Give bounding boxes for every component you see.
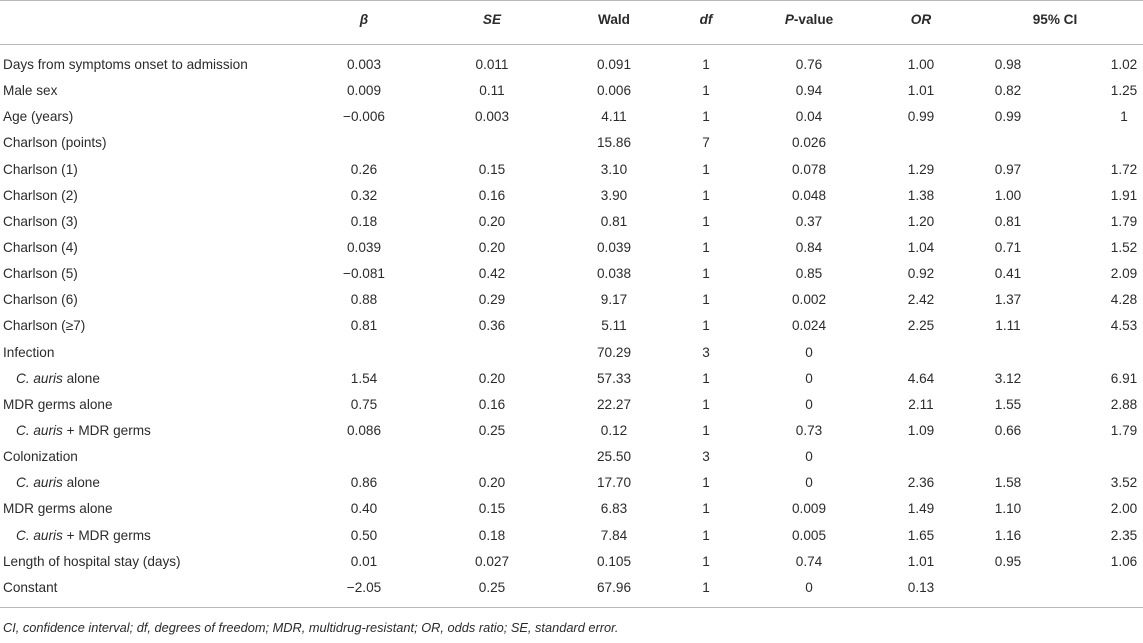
table-row [0, 576, 1143, 602]
cell-p-value: 0 [805, 579, 813, 595]
cell-or: 2.25 [907, 318, 935, 334]
row-label-rest: + MDR germs [62, 527, 151, 543]
table-row [0, 184, 1143, 210]
table-row [0, 131, 1143, 157]
cell-wald: 0.006 [596, 83, 632, 99]
cell-se: 0.16 [478, 187, 506, 203]
cell-p-value: 0.002 [791, 292, 827, 308]
cell-p-value: 0.024 [791, 318, 827, 334]
cell-ci-high: 1.72 [1110, 161, 1138, 177]
cell-beta: 0.75 [350, 396, 378, 412]
row-label: Male sex [3, 83, 58, 99]
cell-or: 1.01 [907, 553, 935, 569]
cell-wald: 17.70 [596, 475, 632, 491]
cell-se: 0.25 [478, 579, 506, 595]
header-beta: β [359, 12, 369, 27]
cell-p-value: 0 [805, 449, 813, 465]
cell-se: 0.20 [478, 475, 506, 491]
row-label: Age (years) [3, 109, 74, 125]
cell-or: 1.38 [907, 187, 935, 203]
cell-ci-low: 0.66 [994, 422, 1022, 438]
row-label [16, 423, 151, 438]
cell-beta: 0.86 [350, 475, 378, 491]
cell-beta: 0.039 [346, 239, 382, 255]
cell-ci-low: 0.71 [994, 239, 1022, 255]
cell-ci-high: 1.25 [1110, 83, 1138, 99]
cell-df: 1 [702, 553, 710, 569]
table-row [0, 314, 1143, 340]
cell-beta: 0.32 [350, 187, 378, 203]
cell-ci-low: 0.41 [994, 266, 1022, 282]
header-p-suffix: -value [793, 12, 834, 27]
row-label-italic: C. auris [16, 527, 63, 543]
cell-df: 3 [702, 449, 710, 465]
table-row [0, 341, 1143, 367]
cell-or: 1.29 [907, 161, 935, 177]
cell-se: 0.027 [474, 553, 510, 569]
cell-or: 0.99 [907, 109, 935, 125]
table-row [0, 210, 1143, 236]
cell-df: 1 [702, 475, 710, 491]
header-rule [0, 44, 1143, 45]
row-label-rest: alone [62, 475, 100, 491]
row-label-rest: + MDR germs [62, 422, 151, 438]
cell-ci-low: 0.81 [994, 213, 1022, 229]
cell-p-value: 0.026 [791, 135, 827, 151]
row-label: Days from symptoms onset to admission [3, 57, 248, 72]
cell-wald: 7.84 [600, 527, 628, 543]
row-label [16, 528, 151, 543]
cell-ci-high: 6.91 [1110, 370, 1138, 386]
cell-p-value: 0.37 [795, 213, 823, 229]
cell-p-value: 0.76 [795, 57, 823, 72]
cell-df: 3 [702, 344, 710, 360]
cell-beta: −2.05 [346, 579, 382, 595]
cell-df: 1 [702, 213, 710, 229]
cell-wald: 5.11 [601, 318, 627, 334]
cell-or: 1.20 [907, 213, 935, 229]
cell-ci-high: 3.52 [1110, 475, 1138, 491]
cell-wald: 70.29 [596, 344, 632, 360]
cell-wald: 0.12 [600, 422, 628, 438]
cell-wald: 15.86 [596, 135, 632, 151]
cell-ci-low: 0.97 [994, 161, 1022, 177]
cell-se: 0.20 [478, 213, 506, 229]
cell-wald: 57.33 [596, 370, 632, 386]
cell-or: 1.09 [907, 422, 935, 438]
table-body [0, 53, 1143, 602]
cell-beta: 0.009 [346, 83, 382, 99]
cell-ci-low: 0.98 [994, 57, 1022, 72]
cell-ci-high: 1.91 [1110, 187, 1138, 203]
cell-df: 1 [702, 83, 710, 99]
cell-se: 0.15 [478, 501, 506, 517]
table-row [0, 445, 1143, 471]
cell-wald: 0.105 [596, 553, 632, 569]
table-row [0, 105, 1143, 131]
row-label: Constant [3, 579, 58, 595]
cell-p-value: 0.009 [791, 501, 827, 517]
cell-p-value: 0 [805, 344, 813, 360]
cell-df: 1 [702, 161, 710, 177]
cell-or: 1.04 [907, 239, 935, 255]
row-label [16, 371, 100, 386]
cell-beta: 0.40 [350, 501, 378, 517]
cell-ci-high: 1.79 [1110, 422, 1138, 438]
cell-ci-low: 1.55 [994, 396, 1022, 412]
cell-ci-low: 0.95 [994, 553, 1022, 569]
cell-df: 1 [702, 396, 710, 412]
cell-or: 0.92 [907, 266, 935, 282]
cell-ci-high: 1.06 [1110, 553, 1138, 569]
cell-df: 1 [702, 292, 710, 308]
cell-se: 0.29 [478, 292, 506, 308]
cell-wald: 3.10 [600, 161, 628, 177]
header-p-value [754, 12, 864, 27]
cell-wald: 25.50 [596, 449, 632, 465]
cell-p-value: 0 [805, 396, 813, 412]
table-row [0, 262, 1143, 288]
cell-ci-high: 1 [1120, 109, 1128, 125]
cell-ci-high: 1.02 [1110, 57, 1138, 72]
cell-p-value: 0 [805, 475, 813, 491]
cell-beta: 0.18 [350, 213, 378, 229]
cell-ci-high: 2.88 [1110, 396, 1138, 412]
cell-wald: 9.17 [600, 292, 628, 308]
row-label: Charlson (3) [3, 213, 78, 229]
cell-ci-low: 0.99 [994, 109, 1022, 125]
cell-se: 0.20 [478, 370, 506, 386]
cell-p-value: 0.048 [791, 187, 827, 203]
table-row [0, 367, 1143, 393]
header-ci: 95% CI [1032, 12, 1078, 27]
cell-wald: 4.11 [601, 109, 627, 125]
cell-p-value: 0.94 [795, 83, 823, 99]
cell-df: 1 [702, 527, 710, 543]
row-label-italic: C. auris [16, 475, 63, 491]
cell-df: 1 [702, 501, 710, 517]
cell-beta: 0.88 [350, 292, 378, 308]
header-wald: Wald [598, 12, 630, 27]
table-row [0, 524, 1143, 550]
cell-wald: 0.091 [596, 57, 632, 72]
row-label [16, 475, 100, 490]
cell-ci-high: 4.53 [1110, 318, 1138, 334]
cell-wald: 3.90 [600, 187, 628, 203]
row-label: Infection [3, 344, 55, 360]
cell-wald: 0.039 [596, 239, 632, 255]
cell-beta: 0.086 [346, 422, 382, 438]
header-or: OR [910, 12, 932, 27]
row-label: Colonization [3, 449, 78, 465]
header-p-italic: P [784, 12, 794, 27]
cell-beta: 1.54 [350, 370, 378, 386]
cell-p-value: 0.85 [795, 266, 823, 282]
cell-beta: −0.081 [343, 266, 385, 282]
cell-p-value: 0 [805, 370, 813, 386]
cell-se: 0.25 [478, 422, 506, 438]
cell-p-value: 0.74 [795, 553, 823, 569]
cell-ci-high: 2.35 [1110, 527, 1138, 543]
cell-se: 0.20 [478, 239, 506, 255]
cell-p-value: 0.84 [795, 239, 823, 255]
cell-wald: 22.27 [596, 396, 632, 412]
cell-beta: −0.006 [343, 109, 385, 125]
cell-df: 1 [702, 318, 710, 334]
cell-df: 1 [702, 109, 710, 125]
cell-or: 1.01 [907, 83, 935, 99]
table-footnote: CI, confidence interval; df, degrees of freedom; MDR, multidrug-resistant; OR, odds ratio; SE, standard error. [3, 620, 619, 635]
cell-df: 1 [702, 370, 710, 386]
cell-df: 1 [702, 239, 710, 255]
cell-or: 1.49 [907, 501, 935, 517]
row-label: Length of hospital stay (days) [3, 553, 181, 569]
cell-beta: 0.26 [350, 161, 378, 177]
cell-ci-low: 1.37 [994, 292, 1022, 308]
table-row [0, 288, 1143, 314]
cell-ci-low: 1.16 [994, 527, 1022, 543]
cell-df: 1 [702, 187, 710, 203]
table-row [0, 158, 1143, 184]
cell-p-value: 0.73 [795, 422, 823, 438]
cell-df: 1 [702, 422, 710, 438]
cell-ci-high: 4.28 [1110, 292, 1138, 308]
row-label: Charlson (points) [3, 135, 107, 151]
cell-ci-high: 1.52 [1110, 239, 1138, 255]
row-label: Charlson (6) [3, 292, 78, 308]
cell-df: 1 [702, 579, 710, 595]
cell-se: 0.36 [478, 318, 506, 334]
cell-se: 0.16 [478, 396, 506, 412]
cell-or: 1.00 [907, 57, 935, 72]
table-row [0, 53, 1143, 79]
cell-beta: 0.50 [350, 527, 378, 543]
cell-se: 0.11 [479, 83, 505, 99]
row-label-rest: alone [62, 370, 100, 386]
table-row [0, 236, 1143, 262]
cell-p-value: 0.005 [791, 527, 827, 543]
cell-or: 0.13 [907, 579, 935, 595]
cell-ci-high: 2.09 [1110, 266, 1138, 282]
table-row [0, 419, 1143, 445]
cell-df: 1 [702, 57, 710, 72]
row-label: MDR germs alone [3, 396, 113, 412]
cell-se: 0.15 [478, 161, 506, 177]
cell-se: 0.18 [478, 527, 506, 543]
table-row [0, 79, 1143, 105]
row-label: MDR germs alone [3, 501, 113, 517]
cell-p-value: 0.04 [795, 109, 823, 125]
cell-ci-low: 1.10 [994, 501, 1022, 517]
bottom-rule [0, 607, 1143, 608]
cell-or: 2.36 [907, 475, 935, 491]
table-row [0, 497, 1143, 523]
cell-or: 4.64 [907, 370, 935, 386]
header-se: SE [482, 12, 502, 27]
cell-or: 1.65 [907, 527, 935, 543]
row-label-italic: C. auris [16, 422, 63, 438]
row-label: Charlson (1) [3, 161, 78, 177]
cell-wald: 0.81 [600, 213, 628, 229]
cell-ci-high: 2.00 [1110, 501, 1138, 517]
cell-ci-low: 1.00 [994, 187, 1022, 203]
row-label: Charlson (2) [3, 187, 78, 203]
cell-se: 0.42 [478, 266, 506, 282]
cell-se: 0.003 [474, 109, 510, 125]
cell-wald: 0.038 [596, 266, 632, 282]
row-label: Charlson (≥7) [3, 318, 86, 334]
cell-beta: 0.81 [350, 318, 378, 334]
cell-ci-low: 1.11 [995, 318, 1021, 334]
cell-wald: 6.83 [600, 501, 628, 517]
cell-ci-high: 1.79 [1110, 213, 1138, 229]
table-row [0, 550, 1143, 576]
row-label: Charlson (5) [3, 266, 78, 282]
cell-df: 1 [702, 266, 710, 282]
cell-se: 0.011 [475, 57, 509, 72]
cell-wald: 67.96 [596, 579, 632, 595]
cell-ci-low: 0.82 [994, 83, 1022, 99]
table-header [0, 0, 1143, 44]
cell-p-value: 0.078 [791, 161, 827, 177]
cell-beta: 0.003 [346, 57, 382, 72]
cell-beta: 0.01 [350, 553, 378, 569]
table-row [0, 471, 1143, 497]
cell-ci-low: 3.12 [994, 370, 1022, 386]
cell-or: 2.11 [908, 396, 934, 412]
row-label-italic: C. auris [16, 370, 63, 386]
header-df: df [699, 12, 713, 27]
cell-or: 2.42 [907, 292, 935, 308]
row-label: Charlson (4) [3, 239, 78, 255]
cell-ci-low: 1.58 [994, 475, 1022, 491]
cell-df: 7 [702, 135, 710, 151]
table-row [0, 393, 1143, 419]
